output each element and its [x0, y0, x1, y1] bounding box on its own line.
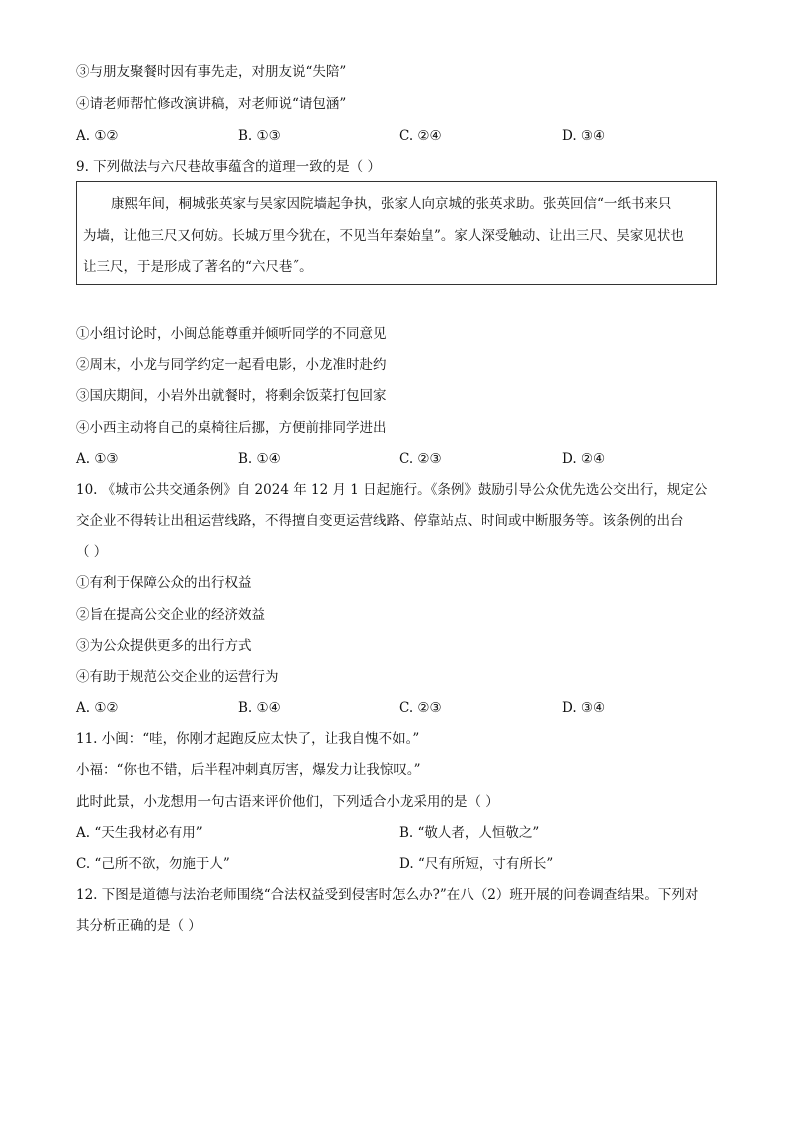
- q9-item-1: ①小组讨论时，小闽总能尊重并倾听同学的不同意见: [76, 326, 387, 342]
- q8-option-d[interactable]: D. ③④: [562, 128, 606, 144]
- q8-item-3: ③与朋友聚餐时因有事先走，对朋友说“失陪”: [76, 64, 347, 80]
- q10-item-3: ③为公众提供更多的出行方式: [76, 638, 252, 654]
- q9-story-line-3: 让三尺，于是形成了著名的“六尺巷˝。: [83, 259, 313, 275]
- q10-option-c[interactable]: C. ②③: [399, 700, 442, 716]
- q10-option-d[interactable]: D. ③④: [562, 700, 606, 716]
- q11-option-a[interactable]: A. “天生我材必有用”: [76, 825, 203, 841]
- q11-line-3: 此时此景，小龙想用一句古语来评价他们，下列适合小龙采用的是（ ）: [76, 794, 499, 810]
- q10-options: [76, 698, 716, 718]
- q11-option-b[interactable]: B. “敬人者，人恒敬之”: [399, 825, 540, 841]
- q9-option-b[interactable]: B. ①④: [238, 451, 281, 467]
- q9-option-c[interactable]: C. ②③: [399, 451, 442, 467]
- q9-story-line-1: 康熙年间，桐城张英家与吴家因院墙起争执，张家人向京城的张英求助。张英回信“一纸书来只: [111, 196, 672, 212]
- q10-stem-line-3: （ ）: [76, 544, 108, 560]
- q11-option-d[interactable]: D. “尺有所短，寸有所长”: [399, 856, 554, 872]
- q11-options-row-1: [76, 823, 716, 843]
- q10-option-b[interactable]: B. ①④: [238, 700, 281, 716]
- q10-stem-line-2: 交企业不得转让出租运营线路，不得擅自变更运营线路、停靠站点、时间或中断服务等。该条例的出台: [76, 513, 684, 529]
- q9-item-3: ③国庆期间，小岩外出就餐时，将剩余饭菜打包回家: [76, 388, 387, 404]
- q12-stem-line-1: 12. 下图是道德与法治老师围绕“合法权益受到侵害时怎么办?”在八（2）班开展的问卷调查结果。下列对: [76, 887, 699, 903]
- q8-item-4: ④请老师帮忙修改演讲稿，对老师说“请包涵”: [76, 96, 347, 112]
- q11-option-c[interactable]: C. “己所不欲，勿施于人”: [76, 856, 230, 872]
- q10-item-2: ②旨在提高公交企业的经济效益: [76, 607, 265, 623]
- q9-story-box: [76, 181, 717, 285]
- q8-options: [76, 126, 716, 146]
- q9-option-d[interactable]: D. ②④: [562, 451, 606, 467]
- q9-story-line-2: 为墙，让他三尺又何妨。长城万里今犹在，不见当年秦始皇”。家人深受触动、让出三尺、吴家见状也: [83, 228, 684, 244]
- q11-line-1: 11. 小闽：“哇，你刚才起跑反应太快了，让我自愧不如。”: [76, 731, 420, 747]
- q8-option-b[interactable]: B. ①③: [238, 128, 281, 144]
- q9-item-2: ②周末，小龙与同学约定一起看电影，小龙准时赴约: [76, 357, 387, 373]
- q9-stem: 9. 下列做法与六尺巷故事蕴含的道理一致的是（ ）: [76, 159, 381, 175]
- q9-item-4: ④小西主动将自己的桌椅往后挪，方便前排同学进出: [76, 420, 387, 436]
- q9-option-a[interactable]: A. ①③: [76, 451, 119, 467]
- q10-item-1: ①有利于保障公众的出行权益: [76, 575, 252, 591]
- q9-options: [76, 449, 716, 469]
- q10-option-a[interactable]: A. ①②: [76, 700, 119, 716]
- q11-options-row-2: [76, 854, 716, 874]
- q11-line-2: 小福：“你也不错，后半程冲刺真厉害，爆发力让我惊叹。”: [76, 762, 421, 778]
- q10-item-4: ④有助于规范公交企业的运营行为: [76, 669, 279, 685]
- q8-option-c[interactable]: C. ②④: [399, 128, 442, 144]
- q10-stem-line-1: 10. 《城市公共交通条例》自 2024 年 12 月 1 日起施行。《条例》鼓励引导公众优先选公交出行，规定公: [76, 482, 708, 498]
- q12-stem-line-2: 其分析正确的是（ ）: [76, 918, 202, 934]
- q8-option-a[interactable]: A. ①②: [76, 128, 119, 144]
